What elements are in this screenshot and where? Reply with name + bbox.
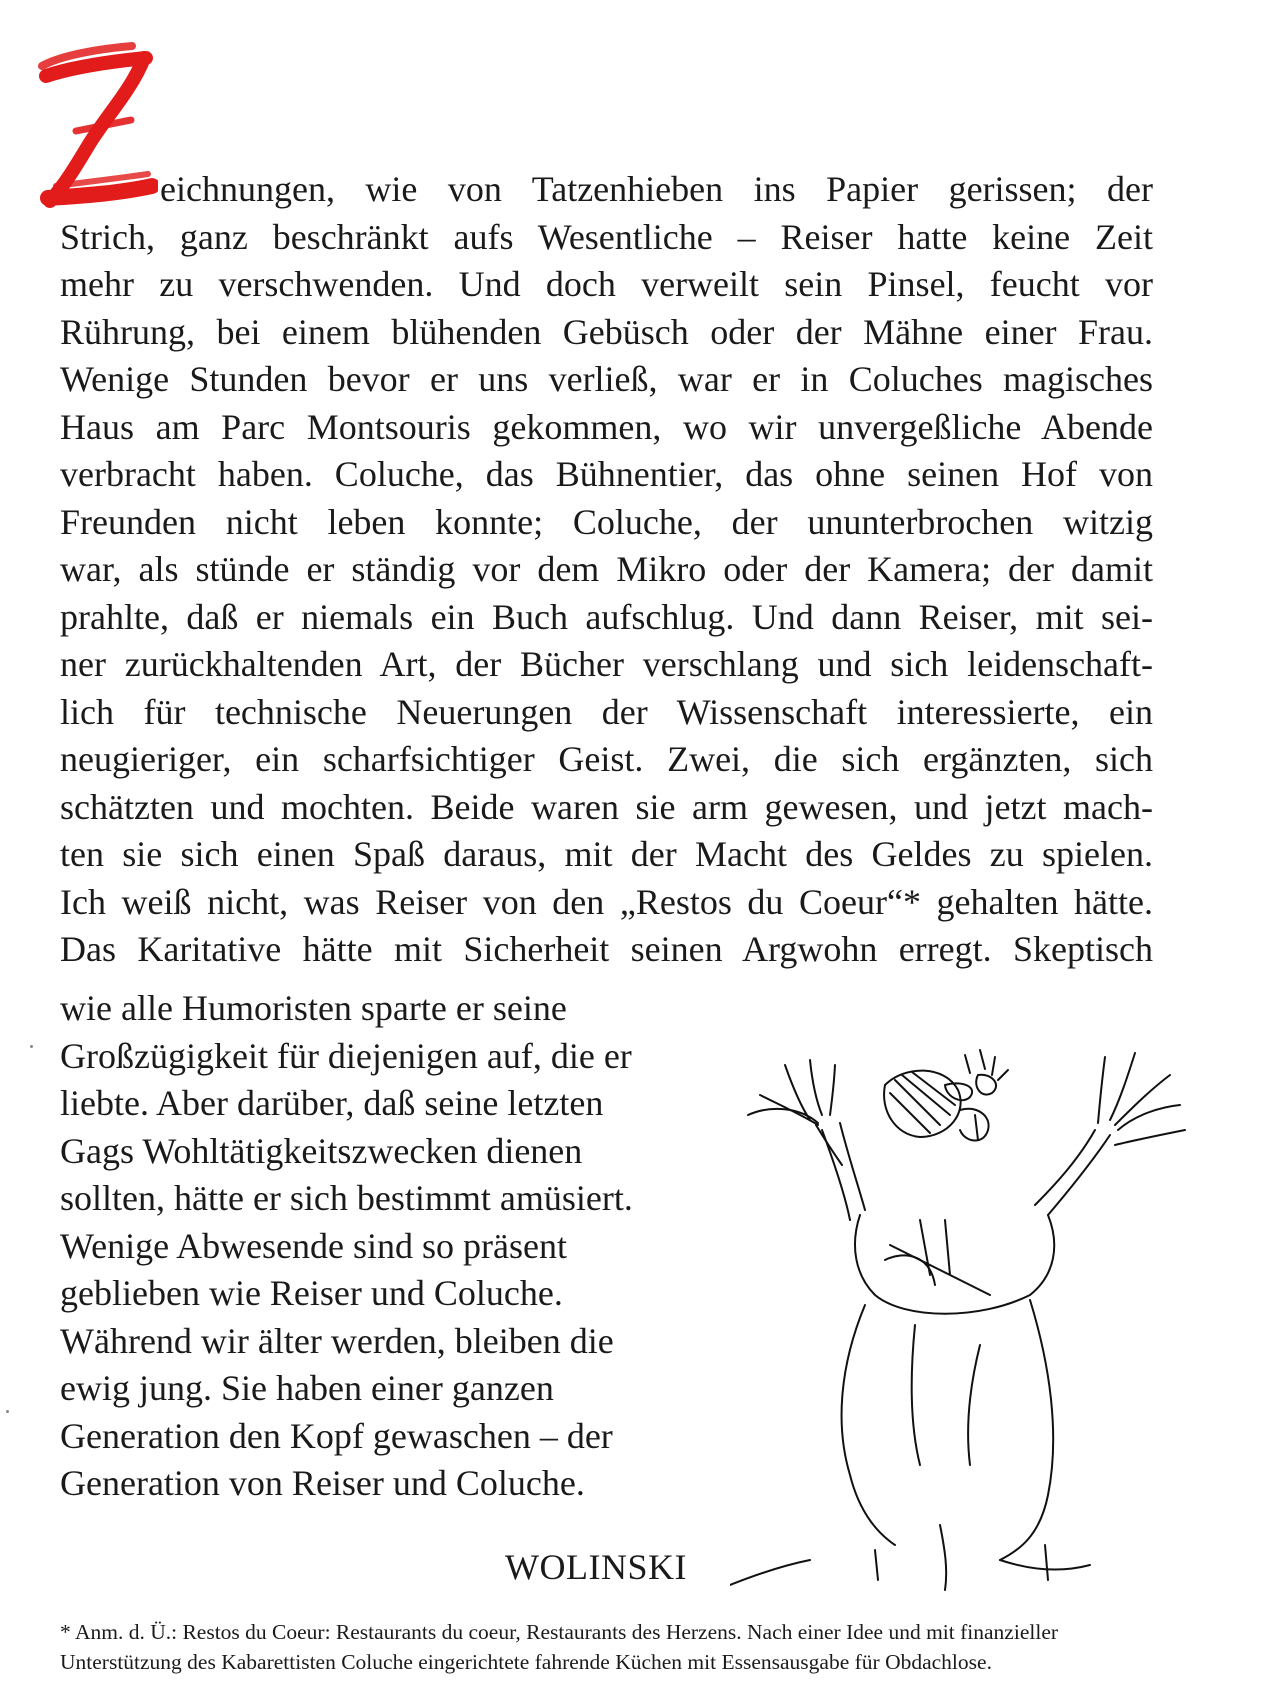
text-line: ten sie sich einen Spaß daraus, mit der Macht des Geldes zu spielen.	[60, 834, 1153, 874]
main-paragraph	[60, 166, 1153, 974]
text-line: Während wir älter werden, bleiben die	[60, 1320, 614, 1361]
text-line: neugieriger, ein scharfsichtiger Geist. Zwei, die sich ergänzten, sich	[60, 739, 1153, 779]
text-line: verbracht haben. Coluche, das Bühnentier, das ohne seinen Hof von	[60, 454, 1153, 494]
text-line: Freunden nicht leben konnte; Coluche, der ununterbrochen witzig	[60, 501, 1153, 542]
text-line: lich für technische Neuerungen der Wissenschaft interessierte, ein	[60, 691, 1153, 732]
continuation-paragraph	[60, 985, 680, 1508]
text-line: schätzten und mochten. Beide waren sie arm gewesen, und jetzt mach-	[60, 786, 1153, 827]
text-line: Wenige Stunden bevor er uns verließ, war er in Coluches magisches	[60, 359, 1153, 399]
text-line: Rührung, bei einem blühenden Gebüsch oder der Mähne einer Frau.	[60, 311, 1153, 352]
text-line: Haus am Parc Montsouris gekommen, wo wir unvergeßliche Abende	[60, 406, 1153, 447]
paper-speck	[30, 1045, 33, 1048]
footnote-line: Unterstützung des Kabarettisten Coluche eingerichtete fahrende Küchen mit Essensausgabe für Obdachlose.	[60, 1650, 992, 1674]
text-line: Wenige Abwesende sind so präsent	[60, 1225, 567, 1266]
paper-speck	[6, 1410, 9, 1413]
text-line: Generation von Reiser und Coluche.	[60, 1463, 585, 1503]
footnote-line: * Anm. d. Ü.: Restos du Coeur: Restaurants du coeur, Restaurants des Herzens. Nach einer Idee und mit finanzieller	[60, 1620, 1059, 1644]
author-signature: WOLINSKI	[505, 1547, 687, 1587]
text-line: Strich, ganz beschränkt aufs Wesentliche – Reiser hatte keine Zeit	[60, 216, 1153, 257]
footnote	[60, 1617, 1150, 1677]
text-line: prahlte, daß er niemals ein Buch aufschlug. Und dann Reiser, mit sei-	[60, 596, 1153, 637]
text-line: geblieben wie Reiser und Coluche.	[60, 1273, 563, 1313]
text-line: liebte. Aber darüber, daß seine letzten	[60, 1083, 604, 1123]
text-line: Großzügigkeit für diejenigen auf, die er	[60, 1035, 632, 1076]
text-line: Generation den Kopf gewaschen – der	[60, 1415, 613, 1456]
text-line: Gags Wohltätigkeitszwecken dienen	[60, 1130, 583, 1171]
text-line: eichnungen, wie von Tatzenhieben ins Papier gerissen; der	[160, 169, 1153, 209]
text-line: Ich weiß nicht, was Reiser von den „Restos du Coeur“* gehalten hätte.	[60, 881, 1153, 922]
text-line: war, als stünde er ständig vor dem Mikro oder der Kamera; der damit	[60, 549, 1153, 589]
text-line: mehr zu verschwenden. Und doch verweilt sein Pinsel, feucht vor	[60, 264, 1153, 304]
text-line: ewig jung. Sie haben einer ganzen	[60, 1368, 554, 1408]
text-line: ner zurückhaltenden Art, der Bücher verschlang und sich leidenschaft-	[60, 644, 1153, 684]
cheering-figure-sketch	[730, 1045, 1200, 1605]
text-line: sollten, hätte er sich bestimmt amüsiert.	[60, 1178, 633, 1218]
text-line: Das Karitative hätte mit Sicherheit seinen Argwohn erregt. Skeptisch	[60, 929, 1153, 969]
text-line: wie alle Humoristen sparte er seine	[60, 988, 567, 1028]
